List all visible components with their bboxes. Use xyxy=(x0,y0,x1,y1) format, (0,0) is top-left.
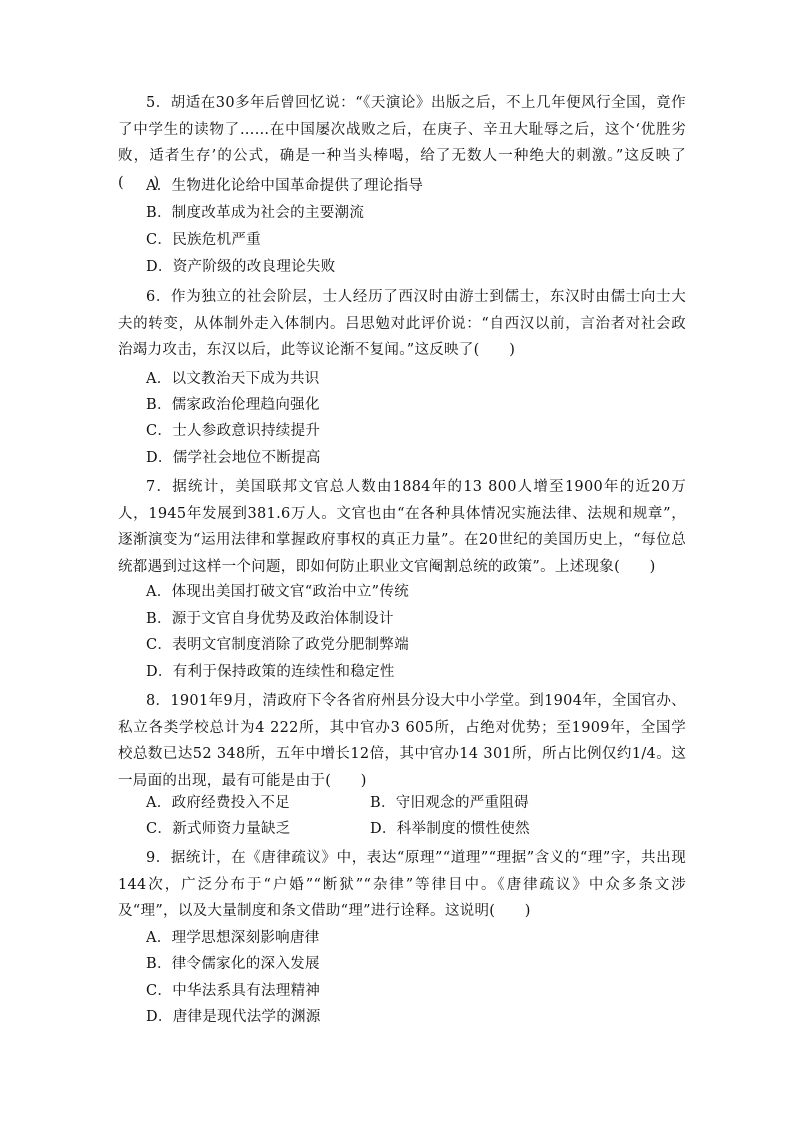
question-6-option-b: B．儒家政治伦理趋向强化 xyxy=(146,397,320,413)
question-7-option-a: A．体现出美国打破文官“政治中立”传统 xyxy=(146,584,409,600)
question-6-option-c: C．士人参政意识持续提升 xyxy=(146,423,321,439)
question-6-option-a: A．以文教治天下成为共识 xyxy=(146,371,320,387)
question-5-stem: 5．胡适在30多年后曾回忆说：“《天演论》出版之后，不上几年便风行全国，竟作了中学生的读物了……在中国屡次战败之后，在庚子、辛丑大耻辱之后，这个‘优胜劣败，适者生存’的公式，确是一种当头棒喝，给了无数人一种绝大的刺激。”这反映了( ) xyxy=(118,95,686,191)
question-9-stem: 9．据统计，在《唐律疏议》中，表达“原理”“道理”“理据”含义的“理”字，共出现144次，广泛分布于“户婚”“断狱”“杂律”等律目中。《唐律疏议》中众多条文涉及“理”，以及大量制度和条文借助“理”进行诠释。这说明( ) xyxy=(118,850,686,920)
question-9-option-a: A．理学思想深刻影响唐律 xyxy=(146,930,320,946)
question-5-option-b: B．制度改革成为社会的主要潮流 xyxy=(146,205,365,221)
question-5-option-c: C．民族危机严重 xyxy=(146,232,261,248)
question-8-option-d: D．科举制度的惯性使然 xyxy=(370,821,530,837)
question-8-stem: 8．1901年9月，清政府下令各省府州县分设大中小学堂。到1904年，全国官办、私立各类学校总计为4 222所，其中官办3 605所，占绝对优势；至1909年，全国学校总数已达52 348所，五年中增长12倍，其中官办14 301所，所占比例仅约1/4。这一局面的出现，最有可能是由于( ) xyxy=(118,693,686,789)
question-6-option-d: D．儒学社会地位不断提高 xyxy=(146,450,321,466)
question-9-option-c: C．中华法系具有法理精神 xyxy=(146,983,321,999)
question-9-option-b: B．律令儒家化的深入发展 xyxy=(146,956,320,972)
question-8-option-a: A．政府经费投入不足 xyxy=(146,795,290,811)
question-5-option-d: D．资产阶级的改良理论失败 xyxy=(146,259,336,275)
question-9-option-d: D．唐律是现代法学的渊源 xyxy=(146,1009,321,1025)
question-5-option-a: A．生物进化论给中国革命提供了理论指导 xyxy=(146,178,424,194)
question-6-stem: 6．作为独立的社会阶层，士人经历了西汉时由游士到儒士，东汉时由儒士向士大夫的转变，从体制外走入体制内。吕思勉对此评价说：“自西汉以前，言治者对社会政治竭力攻击，东汉以后，此等议论渐不复闻。”这反映了( ) xyxy=(118,289,686,359)
question-8-option-c: C．新式师资力量缺乏 xyxy=(146,821,291,837)
question-8-option-b: B．守旧观念的严重阻碍 xyxy=(370,795,529,811)
question-7-option-b: B．源于文官自身优势及政治体制设计 xyxy=(146,611,394,627)
question-7-option-d: D．有利于保持政策的连续性和稳定性 xyxy=(146,664,395,680)
question-7-option-c: C．表明文官制度消除了政党分肥制弊端 xyxy=(146,637,409,653)
question-7-stem: 7．据统计，美国联邦文官总人数由1884年的13 800人增至1900年的近20万人，1945年发展到381.6万人。文官也由“在各种具体情况实施法律、法规和规章”，逐渐演变为“运用法律和掌握政府事权的真正力量”。在20世纪的美国历史上，“每位总统都遇到过这样一个问题，即如何防止职业文官阉割总统的政策”。上述现象( ) xyxy=(118,479,686,575)
